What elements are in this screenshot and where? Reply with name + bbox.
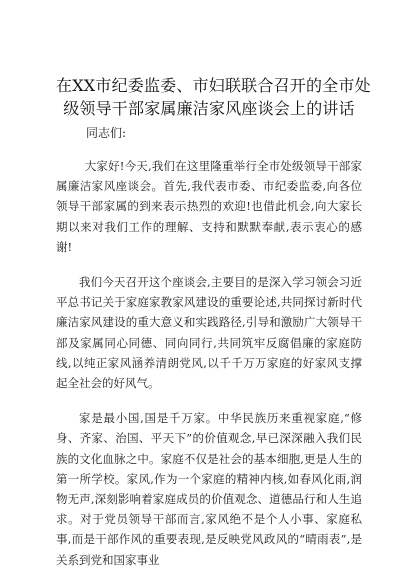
salutation: 同志们: xyxy=(86,126,127,140)
paragraph-family-values: 家是最小国,国是千万家。中华民族历来重视家庭,“修身、齐家、治国、平天下”的价值观念,早已深深融入我们民族的文化血脉之中。家庭不仅是社会的基本细胞,更是人生的第一所学校。家风,作为一个家庭的精神内核,如春风化雨,润物无声,深刻影响着家庭成员的价值观念、道德品行和人生追求。对于党员领导干部而言,家风绝不是个人小事、家庭私事,而是干部作风的重要表现,是反映党风政风的“晴雨表”,是关系到党和国家事业 xyxy=(56,411,362,567)
paragraph-purpose: 我们今天召开这个座谈会,主要目的是深入学习领会习近平总书记关于家庭家教家风建设的重要论述,共同探讨新时代廉洁家风建设的重大意义和实践路径,引导和激励广大领导干部及家属同心同德、同向同行,共同筑牢反腐倡廉的家庭防线,以纯正家风涵养清朗党风,以千千万万家庭的好家风支撑起全社会的好风气。 xyxy=(56,275,362,391)
title-line-1: 在XX市纪委监委、市妇联联合召开的全市处 xyxy=(56,76,371,95)
title-line-2: 级领导干部家属廉洁家风座谈会上的讲话 xyxy=(63,99,355,118)
document-title xyxy=(56,74,371,120)
paragraph-greeting: 大家好!今天,我们在这里隆重举行全市处级领导干部家属廉洁家风座谈会。首先,我代表市委、市纪委监委,向各位领导干部家属的到来表示热烈的欢迎!也借此机会,向大家长期以来对我们工作的理解、支持和默默奉献,表示衷心的感谢! xyxy=(56,159,362,254)
